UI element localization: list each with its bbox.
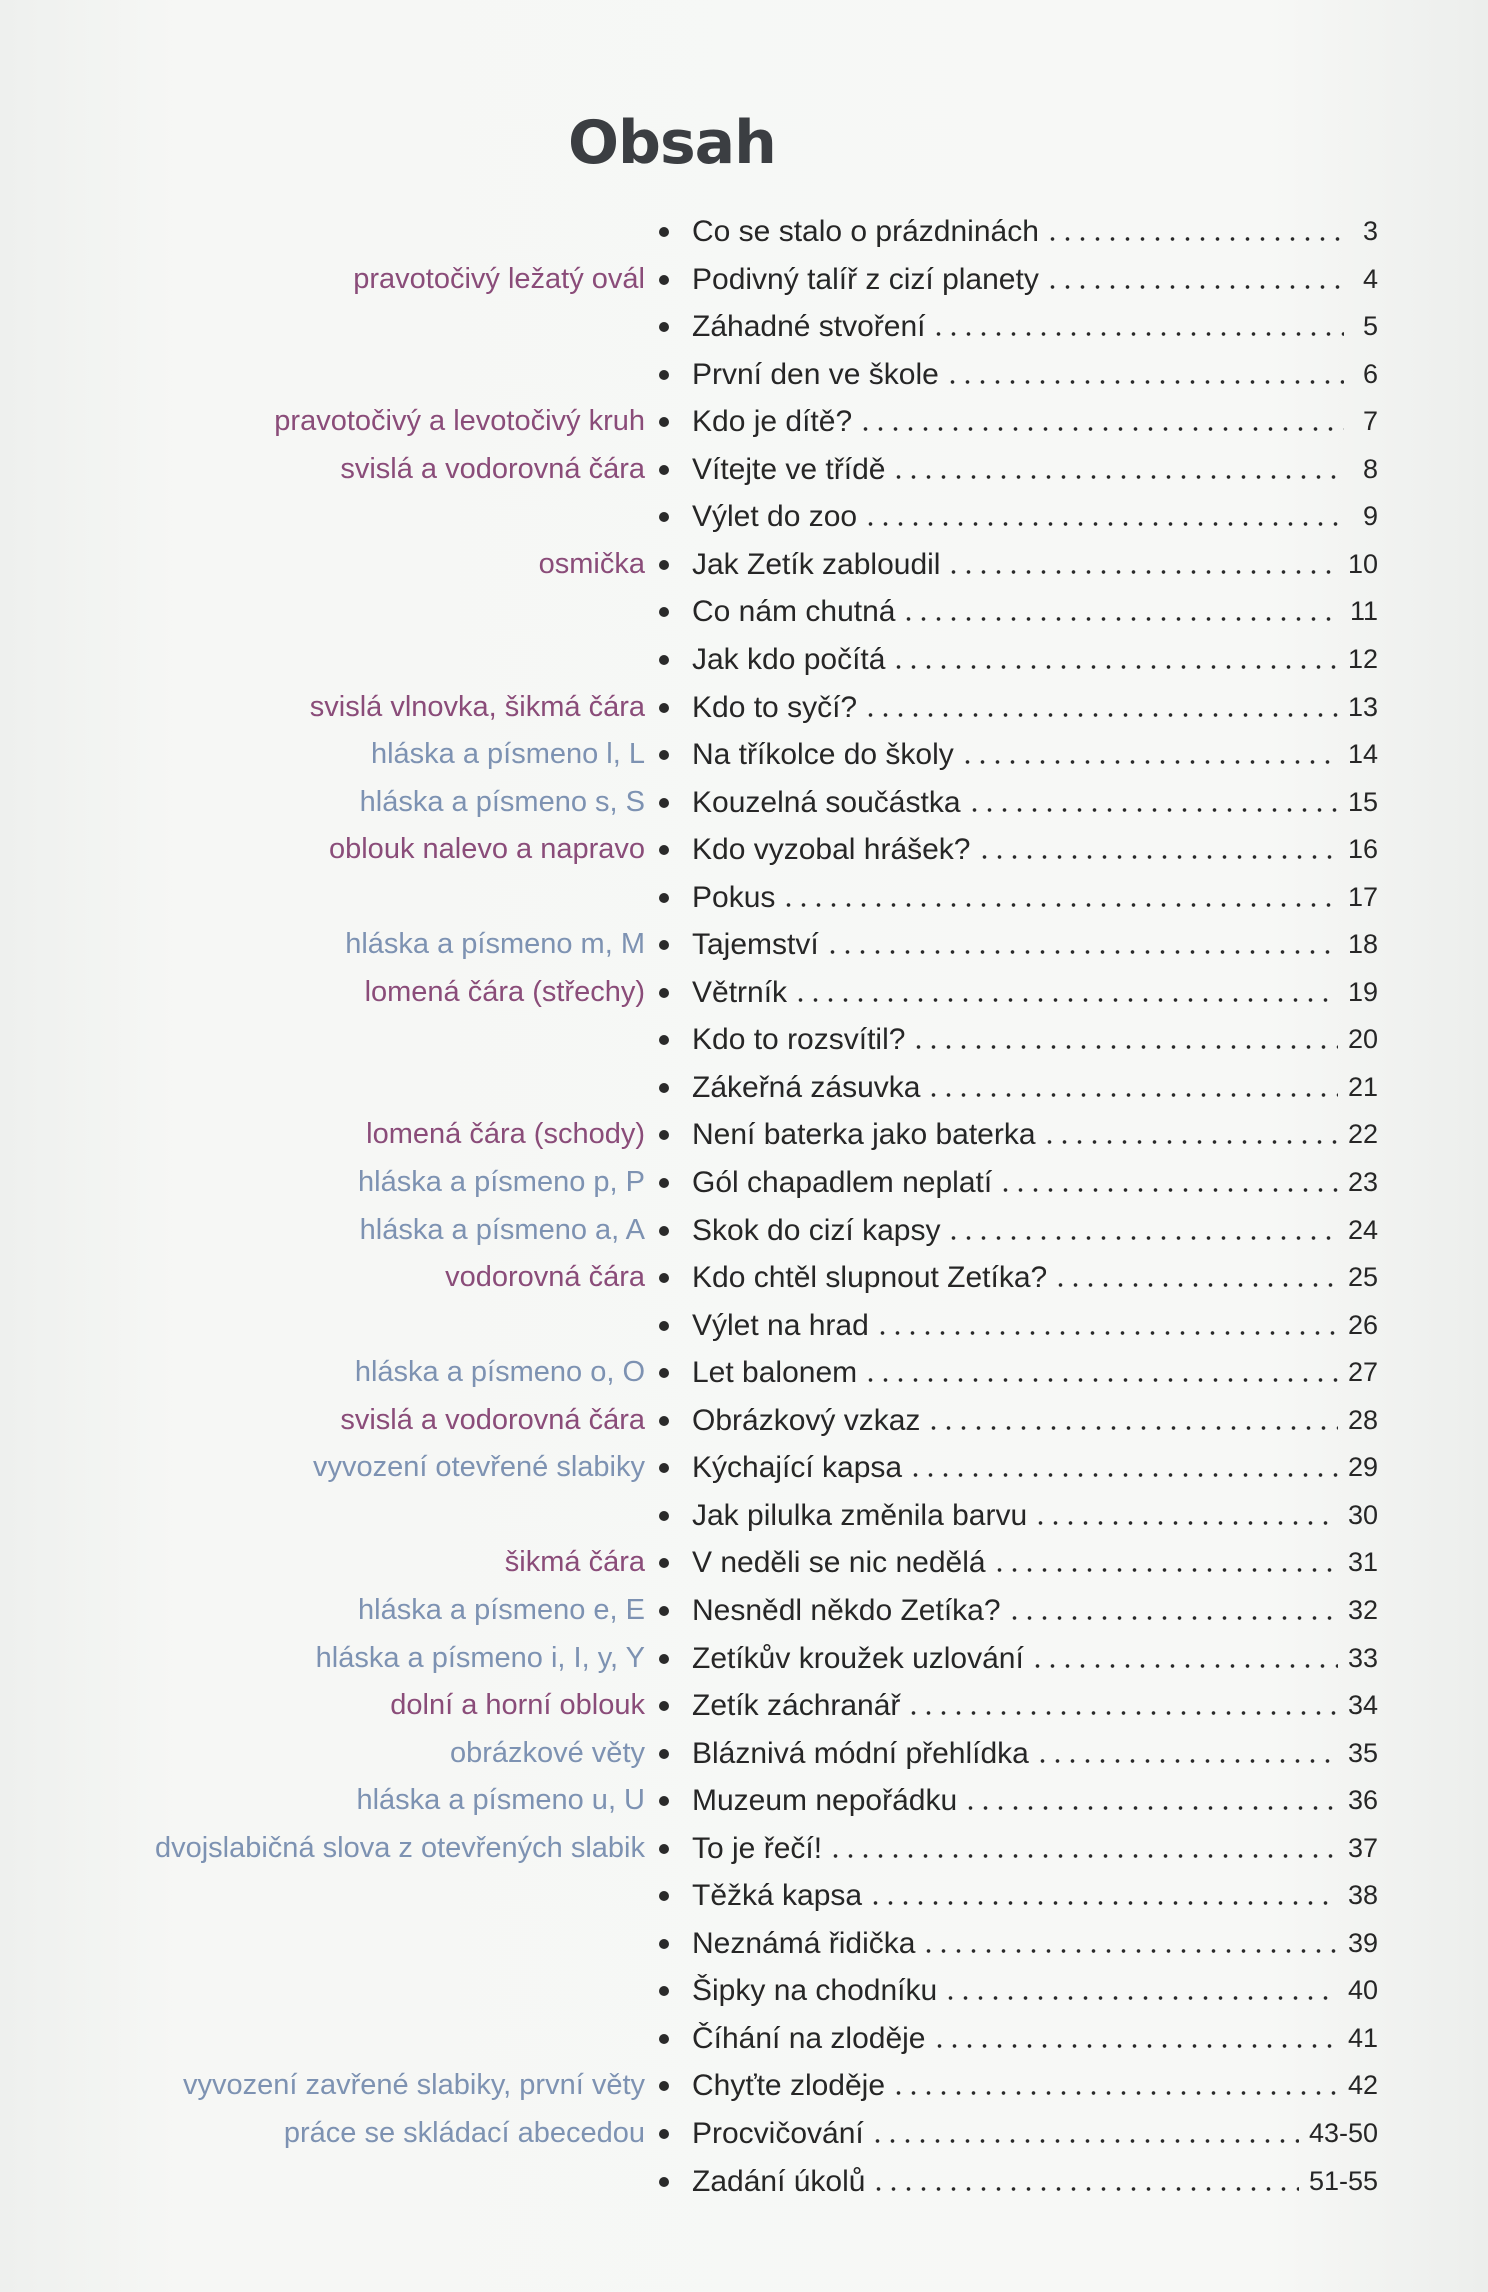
dot-leader xyxy=(825,928,1338,975)
toc-entry xyxy=(692,446,1378,493)
toc-page-number: 11 xyxy=(1349,596,1378,626)
toc-page-number: 7 xyxy=(1362,406,1378,436)
toc-chapter-title: Kdo to rozsvítil? xyxy=(692,1022,906,1056)
toc-topic: hláska a písmeno m, M xyxy=(345,928,645,960)
toc-entry xyxy=(692,351,1378,398)
toc-page-number: 33 xyxy=(1347,1643,1378,1673)
toc-page-number: 38 xyxy=(1347,1880,1378,1910)
toc-chapter-title: Kdo chtěl slupnout Zetíka? xyxy=(692,1260,1048,1294)
bullet-icon xyxy=(659,1416,669,1426)
toc-page-number: 30 xyxy=(1347,1500,1378,1530)
bullet-icon xyxy=(659,893,669,903)
toc-entry xyxy=(692,1064,1378,1111)
bullet-icon xyxy=(659,1558,669,1568)
dot-leader xyxy=(960,738,1338,785)
toc-chapter-title: Obrázkový vzkaz xyxy=(692,1403,921,1437)
toc-row xyxy=(0,2015,1488,2062)
toc-row xyxy=(0,1492,1488,1539)
toc-page-number: 34 xyxy=(1347,1690,1378,1720)
dot-leader xyxy=(906,1689,1338,1736)
toc-entry xyxy=(692,1111,1378,1158)
toc-topic: vodorovná čára xyxy=(445,1261,645,1293)
toc-topic: pravotočivý a levotočivý kruh xyxy=(274,405,645,437)
bullet-icon xyxy=(659,1273,669,1283)
toc-entry xyxy=(692,1825,1378,1872)
bullet-icon xyxy=(659,1654,669,1664)
bullet-icon xyxy=(659,322,669,332)
toc-page-number: 19 xyxy=(1347,977,1378,1007)
toc-row xyxy=(0,303,1488,350)
bullet-icon xyxy=(659,1511,669,1521)
bullet-icon xyxy=(659,1083,669,1093)
bullet-icon xyxy=(659,2034,669,2044)
dot-leader xyxy=(911,1023,1338,1070)
toc-page-number: 22 xyxy=(1347,1119,1378,1149)
toc-row xyxy=(0,493,1488,540)
toc-entry xyxy=(692,1682,1378,1729)
toc-row xyxy=(0,1254,1488,1301)
toc-entry xyxy=(692,256,1378,303)
toc-row xyxy=(0,1397,1488,1444)
toc-chapter-title: Chyťte zloděje xyxy=(692,2068,886,2102)
bullet-icon xyxy=(659,2081,669,2091)
toc-row xyxy=(0,1587,1488,1634)
toc-topic: hláska a písmeno a, A xyxy=(359,1214,645,1246)
bullet-icon xyxy=(659,845,669,855)
toc-topic: oblouk nalevo a napravo xyxy=(328,833,645,865)
toc-chapter-title: Kdo vyzobal hrášek? xyxy=(692,832,971,866)
bullet-icon xyxy=(659,417,669,427)
toc-row xyxy=(0,636,1488,683)
toc-page-number: 41 xyxy=(1347,2023,1378,2053)
bullet-icon xyxy=(659,275,669,285)
toc-entry xyxy=(692,1920,1378,1967)
toc-chapter-title: Záhadné stvoření xyxy=(692,309,926,343)
toc-chapter-title: Muzeum nepořádku xyxy=(692,1783,958,1817)
toc-entry xyxy=(692,588,1378,635)
toc-page-number: 17 xyxy=(1347,882,1378,912)
toc-chapter-title: Číhání na zloděje xyxy=(692,2021,926,2055)
toc-chapter-title: To je řečí! xyxy=(692,1831,823,1865)
page-title: Obsah xyxy=(568,108,776,178)
toc-row xyxy=(0,1159,1488,1206)
toc-row xyxy=(0,588,1488,635)
toc-entry xyxy=(692,1207,1378,1254)
toc-row xyxy=(0,826,1488,873)
dot-leader xyxy=(863,500,1344,547)
toc-page-number: 36 xyxy=(1347,1785,1378,1815)
toc-chapter-title: Těžká kapsa xyxy=(692,1878,863,1912)
toc-page-number: 24 xyxy=(1347,1215,1378,1245)
toc-topic: hláska a písmeno l, L xyxy=(370,738,645,770)
toc-row xyxy=(0,1207,1488,1254)
toc-chapter-title: Bláznivá módní přehlídka xyxy=(692,1736,1029,1770)
toc-topic: svislá vlnovka, šikmá čára xyxy=(309,691,645,723)
dot-leader xyxy=(868,1879,1338,1926)
toc-row xyxy=(0,2062,1488,2109)
dot-leader xyxy=(998,1166,1338,1213)
toc-chapter-title: Jak kdo počítá xyxy=(692,642,886,676)
bullet-icon xyxy=(659,370,669,380)
toc-page-number: 23 xyxy=(1347,1167,1378,1197)
toc-chapter-title: Procvičování xyxy=(692,2116,864,2150)
toc-row xyxy=(0,1920,1488,1967)
toc-topic: osmička xyxy=(538,548,645,580)
toc-entry xyxy=(692,303,1378,350)
dot-leader xyxy=(908,1451,1338,1498)
toc-page-number: 43-50 xyxy=(1308,2118,1378,2148)
toc-page-number: 6 xyxy=(1362,359,1378,389)
bullet-icon xyxy=(659,750,669,760)
dot-leader xyxy=(863,1356,1338,1403)
bullet-icon xyxy=(659,1796,669,1806)
toc-entry xyxy=(692,779,1378,826)
toc-row xyxy=(0,446,1488,493)
bullet-icon xyxy=(659,655,669,665)
toc-page-number: 40 xyxy=(1347,1975,1378,2005)
bullet-icon xyxy=(659,465,669,475)
toc-entry xyxy=(692,1967,1378,2014)
toc-topic: hláska a písmeno e, E xyxy=(358,1594,645,1626)
toc-chapter-title: Kdo to syčí? xyxy=(692,690,858,724)
toc-page-number: 21 xyxy=(1347,1072,1378,1102)
toc-chapter-title: Kdo je dítě? xyxy=(692,404,853,438)
bullet-icon xyxy=(659,1986,669,1996)
toc-page-number: 42 xyxy=(1347,2070,1378,2100)
toc-chapter-title: Kýchající kapsa xyxy=(692,1450,903,1484)
toc-chapter-title: Není baterka jako baterka xyxy=(692,1117,1036,1151)
toc-page-number: 9 xyxy=(1362,501,1378,531)
toc-entry xyxy=(692,398,1378,445)
toc-topic: hláska a písmeno o, O xyxy=(354,1356,645,1388)
toc-page-number: 35 xyxy=(1347,1738,1378,1768)
toc-entry xyxy=(692,1397,1378,1444)
toc-entry xyxy=(692,1302,1378,1349)
toc-row xyxy=(0,874,1488,921)
bullet-icon xyxy=(659,1035,669,1045)
toc-chapter-title: Jak pilulka změnila barvu xyxy=(692,1498,1028,1532)
toc-row xyxy=(0,731,1488,778)
toc-chapter-title: Šipky na chodníku xyxy=(692,1973,938,2007)
toc-page-number: 32 xyxy=(1347,1595,1378,1625)
toc-chapter-title: Co nám chutná xyxy=(692,594,896,628)
toc-page-number: 39 xyxy=(1347,1928,1378,1958)
dot-leader xyxy=(891,2069,1338,2116)
toc-page-number: 18 xyxy=(1347,929,1378,959)
bullet-icon xyxy=(659,1130,669,1140)
bullet-icon xyxy=(659,607,669,617)
dot-leader xyxy=(871,2165,1298,2212)
toc-row xyxy=(0,1730,1488,1777)
bullet-icon xyxy=(659,2177,669,2187)
toc-entry xyxy=(692,731,1378,778)
toc-page-number: 31 xyxy=(1347,1547,1378,1577)
bullet-icon xyxy=(659,1891,669,1901)
dot-leader xyxy=(858,405,1344,452)
toc-chapter-title: Kouzelná součástka xyxy=(692,785,961,819)
toc-chapter-title: Na tříkolce do školy xyxy=(692,737,954,771)
toc-chapter-title: Zákeřná zásuvka xyxy=(692,1070,921,1104)
toc-row xyxy=(0,1777,1488,1824)
toc-row xyxy=(0,1064,1488,1111)
bullet-icon xyxy=(659,1463,669,1473)
toc-topic: hláska a písmeno u, U xyxy=(356,1784,645,1816)
toc-row xyxy=(0,2158,1488,2205)
toc-row xyxy=(0,256,1488,303)
toc-page-number: 15 xyxy=(1347,787,1378,817)
toc-chapter-title: Pokus xyxy=(692,880,776,914)
toc-row xyxy=(0,1349,1488,1396)
toc-page-number: 5 xyxy=(1362,311,1378,341)
toc-row xyxy=(0,1872,1488,1919)
toc-entry xyxy=(692,1872,1378,1919)
toc-row xyxy=(0,1111,1488,1158)
toc-entry xyxy=(692,2110,1378,2157)
toc-topic: lomená čára (schody) xyxy=(366,1118,645,1150)
dot-leader xyxy=(1007,1594,1338,1641)
bullet-icon xyxy=(659,560,669,570)
toc-row xyxy=(0,779,1488,826)
toc-page-number: 12 xyxy=(1347,644,1378,674)
toc-chapter-title: Větrník xyxy=(692,975,788,1009)
dot-leader xyxy=(870,2117,1299,2164)
bullet-icon xyxy=(659,1606,669,1616)
toc-topic: šikmá čára xyxy=(504,1546,645,1578)
toc-chapter-title: Nesnědl někdo Zetíka? xyxy=(692,1593,1001,1627)
toc-page-number: 25 xyxy=(1347,1262,1378,1292)
toc-topic: hláska a písmeno s, S xyxy=(359,786,645,818)
toc-entry xyxy=(692,208,1378,255)
toc-row xyxy=(0,208,1488,255)
toc-entry xyxy=(692,874,1378,921)
toc-page-number: 51-55 xyxy=(1308,2166,1378,2196)
toc-entry xyxy=(692,1254,1378,1301)
toc-row xyxy=(0,1302,1488,1349)
bullet-icon xyxy=(659,798,669,808)
toc-topic: vyvození otevřené slabiky xyxy=(312,1451,645,1483)
toc-entry xyxy=(692,1635,1378,1682)
dot-leader xyxy=(963,1784,1338,1831)
toc-chapter-title: Gól chapadlem neplatí xyxy=(692,1165,993,1199)
bullet-icon xyxy=(659,940,669,950)
bullet-icon xyxy=(659,988,669,998)
dot-leader xyxy=(891,643,1338,690)
bullet-icon xyxy=(659,1844,669,1854)
toc-chapter-title: Jak Zetík zabloudil xyxy=(692,547,941,581)
toc-chapter-title: Zadání úkolů xyxy=(692,2164,866,2198)
toc-row xyxy=(0,1825,1488,1872)
bullet-icon xyxy=(659,227,669,237)
toc-row xyxy=(0,1444,1488,1491)
toc-page-number: 8 xyxy=(1362,454,1378,484)
toc-page-number: 14 xyxy=(1347,739,1378,769)
toc-chapter-title: Zetík záchranář xyxy=(692,1688,901,1722)
toc-entry xyxy=(692,493,1378,540)
bullet-icon xyxy=(659,1226,669,1236)
dot-leader xyxy=(1042,1118,1338,1165)
toc-topic: práce se skládací abecedou xyxy=(283,2117,645,2149)
toc-topic: svislá a vodorovná čára xyxy=(340,453,645,485)
toc-entry xyxy=(692,1492,1378,1539)
toc-chapter-title: Podivný talíř z cizí planety xyxy=(692,262,1039,296)
toc-topic: vyvození zavřené slabiky, první věty xyxy=(182,2069,645,2101)
toc-topic: svislá a vodorovná čára xyxy=(340,1404,645,1436)
toc-entry xyxy=(692,1349,1378,1396)
toc-row xyxy=(0,1635,1488,1682)
toc-entry xyxy=(692,1730,1378,1777)
toc-entry xyxy=(692,921,1378,968)
dot-leader xyxy=(931,310,1344,357)
toc-chapter-title: První den ve škole xyxy=(692,357,939,391)
toc-row xyxy=(0,1539,1488,1586)
toc-chapter-title: Vítejte ve třídě xyxy=(692,452,886,486)
toc-entry xyxy=(692,969,1378,1016)
toc-chapter-title: Tajemství xyxy=(692,927,819,961)
toc-topic: hláska a písmeno i, I, y, Y xyxy=(315,1642,645,1674)
toc-page-number: 4 xyxy=(1362,264,1378,294)
toc-topic: hláska a písmeno p, P xyxy=(358,1166,645,1198)
toc-page-number: 20 xyxy=(1347,1024,1378,1054)
toc-row xyxy=(0,398,1488,445)
bullet-icon xyxy=(659,2129,669,2139)
toc-entry xyxy=(692,2062,1378,2109)
dot-leader xyxy=(1053,1261,1338,1308)
toc-row xyxy=(0,351,1488,398)
bullet-icon xyxy=(659,1321,669,1331)
toc-entry xyxy=(692,636,1378,683)
bullet-icon xyxy=(659,1701,669,1711)
dot-leader xyxy=(977,833,1338,880)
toc-row xyxy=(0,1016,1488,1063)
toc-chapter-title: Neznámá řidička xyxy=(692,1926,916,1960)
dot-leader xyxy=(943,1974,1338,2021)
toc-row xyxy=(0,969,1488,1016)
toc-row xyxy=(0,1682,1488,1729)
toc-page-number: 16 xyxy=(1347,834,1378,864)
toc-chapter-title: Výlet do zoo xyxy=(692,499,858,533)
toc-row xyxy=(0,921,1488,968)
toc-chapter-title: Výlet na hrad xyxy=(692,1308,869,1342)
toc-entry xyxy=(692,2015,1378,2062)
toc-entry xyxy=(692,541,1378,588)
toc-page-number: 3 xyxy=(1362,216,1378,246)
toc-row xyxy=(0,541,1488,588)
dot-leader xyxy=(992,1546,1338,1593)
toc-chapter-title: Zetíkův kroužek uzlování xyxy=(692,1641,1024,1675)
toc-chapter-title: Skok do cizí kapsy xyxy=(692,1213,941,1247)
toc-entry xyxy=(692,1159,1378,1206)
toc-page-number: 37 xyxy=(1347,1833,1378,1863)
toc-chapter-title: Co se stalo o prázdninách xyxy=(692,214,1039,248)
dot-leader xyxy=(901,595,1340,642)
toc-topic: lomená čára (střechy) xyxy=(364,976,645,1008)
toc-page-number: 26 xyxy=(1347,1310,1378,1340)
toc-entry xyxy=(692,1016,1378,1063)
toc-topic: obrázkové věty xyxy=(449,1737,645,1769)
bullet-icon xyxy=(659,1939,669,1949)
toc-page-number: 29 xyxy=(1347,1452,1378,1482)
toc-entry xyxy=(692,1444,1378,1491)
bullet-icon xyxy=(659,1749,669,1759)
toc-chapter-title: V neděli se nic nedělá xyxy=(692,1545,986,1579)
toc-entry xyxy=(692,2158,1378,2205)
toc-page-number: 28 xyxy=(1347,1405,1378,1435)
toc-chapter-title: Let balonem xyxy=(692,1355,858,1389)
toc-entry xyxy=(692,684,1378,731)
toc-entry xyxy=(692,1539,1378,1586)
toc-topic: pravotočivý ležatý ovál xyxy=(353,263,645,295)
toc-page-number: 13 xyxy=(1347,692,1378,722)
toc-row xyxy=(0,684,1488,731)
toc-topic: dvojslabičná slova z otevřených slabik xyxy=(154,1832,645,1864)
toc-entry xyxy=(692,1777,1378,1824)
toc-row xyxy=(0,1967,1488,2014)
bullet-icon xyxy=(659,512,669,522)
bullet-icon xyxy=(659,1178,669,1188)
toc-entry xyxy=(692,826,1378,873)
bullet-icon xyxy=(659,703,669,713)
toc-page-number: 10 xyxy=(1347,549,1378,579)
toc-entry xyxy=(692,1587,1378,1634)
toc-row xyxy=(0,2110,1488,2157)
dot-leader xyxy=(1045,215,1344,262)
toc-topic: dolní a horní oblouk xyxy=(390,1689,645,1721)
toc-page-number: 27 xyxy=(1347,1357,1378,1387)
bullet-icon xyxy=(659,1368,669,1378)
